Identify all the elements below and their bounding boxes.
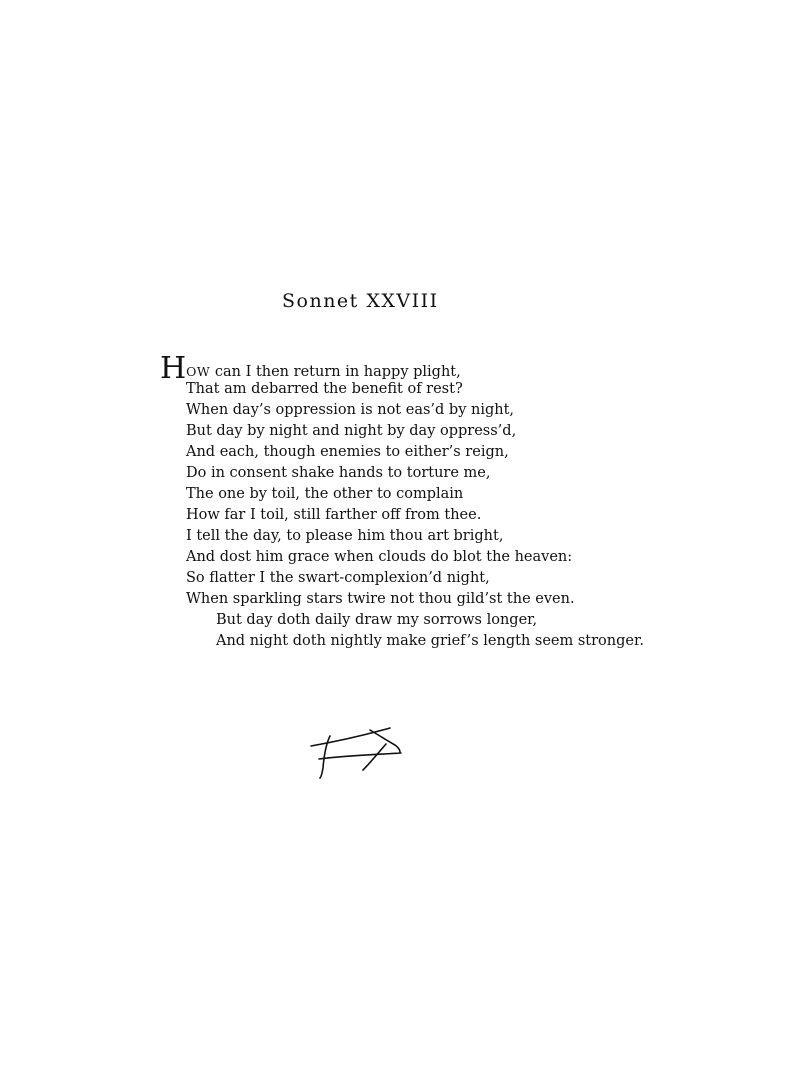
sonnet-body <box>160 351 760 652</box>
poem-line-8: How far I toil, still farther off from thee. <box>186 507 482 523</box>
poem-line-5: And each, though enemies to either’s reign, <box>186 444 509 460</box>
poem-line-9: I tell the day, to please him thou art bright, <box>186 528 504 544</box>
couplet-line-1: But day doth daily draw my sorrows longer, <box>216 612 538 628</box>
poem-line-7: The one by toil, the other to complain <box>186 486 464 502</box>
poem-line-12: When sparkling stars twire not thou gild’st the even. <box>186 591 575 607</box>
poem-line-6: Do in consent shake hands to torture me, <box>186 465 491 481</box>
poem-line-4: But day by night and night by day oppress’d, <box>186 423 517 439</box>
poem-line-10: And dost him grace when clouds do blot the heaven: <box>186 549 573 565</box>
sonnet-title: Sonnet XXVIII <box>282 290 439 312</box>
signature-mark-icon <box>308 722 408 782</box>
poem-line-11: So flatter I the swart-complexion’d night, <box>186 570 490 586</box>
couplet-line-2: And night doth nightly make grief’s length seem stronger. <box>216 633 644 649</box>
poem-line-3: When day’s oppression is not eas’d by night, <box>186 402 515 418</box>
small-caps-text: OW <box>186 364 211 379</box>
poem-line-2: That am debarred the benefit of rest? <box>186 381 463 397</box>
drop-cap: H <box>160 351 187 386</box>
poem-line-1 <box>160 351 760 386</box>
first-line-text: can I then return in happy plight, <box>210 364 461 380</box>
